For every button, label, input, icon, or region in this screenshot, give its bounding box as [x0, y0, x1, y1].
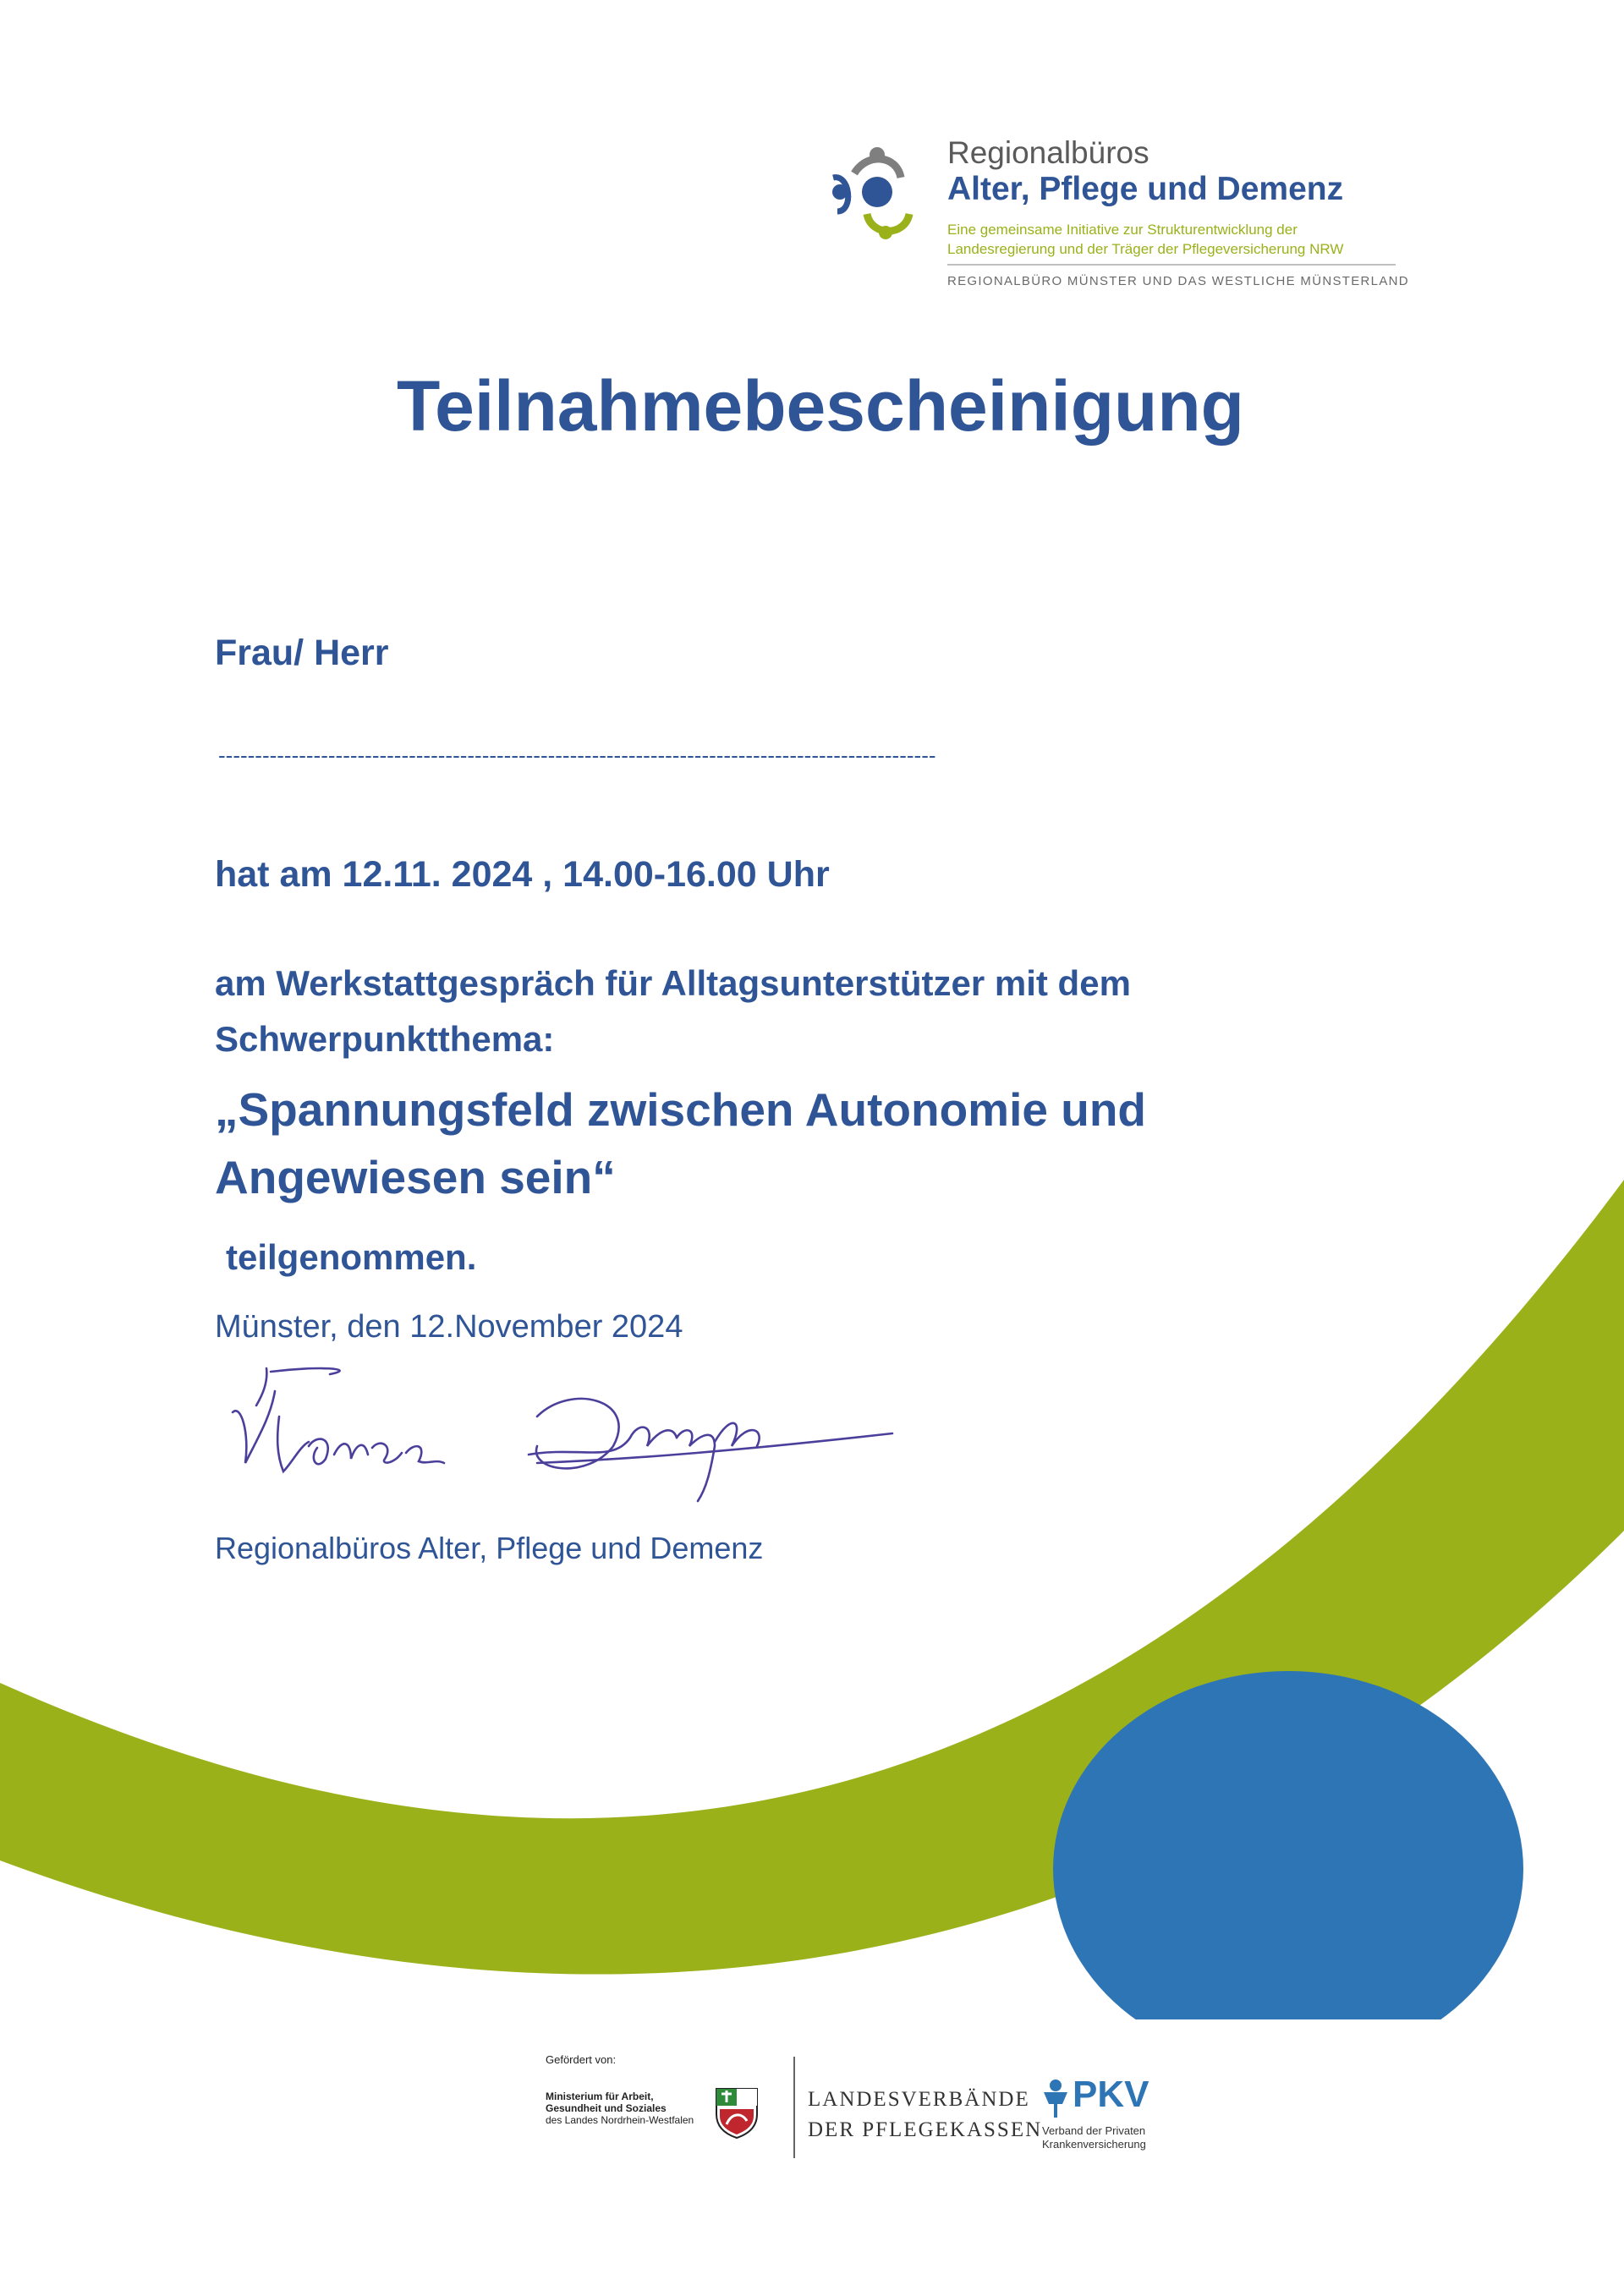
event-line-2: Schwerpunktthema: — [215, 1019, 555, 1059]
pkv-person-icon — [1040, 2079, 1071, 2119]
logo-line-3a: Eine gemeinsame Initiative zur Strukturentwicklung der — [947, 222, 1298, 238]
topic-line-2: Angewiesen sein“ — [215, 1151, 616, 1203]
landesverbaende-line-2: DER PFLEGEKASSEN — [808, 2118, 1043, 2141]
place-date: Münster, den 12.November 2024 — [215, 1309, 683, 1345]
name-line: -------------------------------------------------------------------------------------------------- — [218, 743, 936, 768]
ministry-line-1: Ministerium für Arbeit, — [546, 2091, 654, 2102]
blue-circle — [1053, 1671, 1523, 2067]
logo-line-2: Alter, Pflege und Demenz — [947, 171, 1344, 207]
sponsor-footer — [533, 2047, 1463, 2165]
pkv-subtitle-2: Krankenversicherung — [1042, 2138, 1146, 2151]
nrw-coat-of-arms-icon — [715, 2087, 759, 2140]
participated-text: teilgenommen. — [226, 1237, 477, 1277]
footer-divider — [793, 2057, 795, 2158]
organization-signature: Regionalbüros Alter, Pflege und Demenz — [215, 1531, 764, 1565]
document-title: Teilnahmebescheinigung — [397, 366, 1244, 446]
salutation: Frau/ Herr — [215, 633, 389, 673]
regionalbueros-logo — [816, 135, 1442, 296]
ministry-line-3: des Landes Nordrhein-Westfalen — [546, 2114, 694, 2126]
event-line-1: am Werkstattgespräch für Alltagsunterstützer mit dem — [215, 963, 1131, 1003]
topic-line-1: „Spannungsfeld zwischen Autonomie und — [215, 1083, 1147, 1136]
handwritten-signature — [216, 1353, 909, 1522]
logo-line-3b: Landesregierung und der Träger der Pflegeversicherung NRW — [947, 241, 1344, 257]
pkv-wordmark: PKV — [1073, 2074, 1149, 2115]
date-line: hat am 12.11. 2024 , 14.00-16.00 Uhr — [215, 854, 830, 895]
logo-line-4: REGIONALBÜRO MÜNSTER UND DAS WESTLICHE MÜNSTERLAND — [947, 274, 1409, 288]
funded-by-label: Gefördert von: — [546, 2053, 617, 2066]
pkv-subtitle-1: Verband der Privaten — [1042, 2124, 1146, 2137]
logo-divider — [947, 264, 1396, 266]
landesverbaende-line-1: LANDESVERBÄNDE — [808, 2088, 1030, 2111]
ministry-line-2: Gesundheit und Soziales — [546, 2102, 667, 2114]
logo-mark-icon — [816, 140, 926, 245]
logo-line-1: Regionalbüros — [947, 135, 1149, 170]
